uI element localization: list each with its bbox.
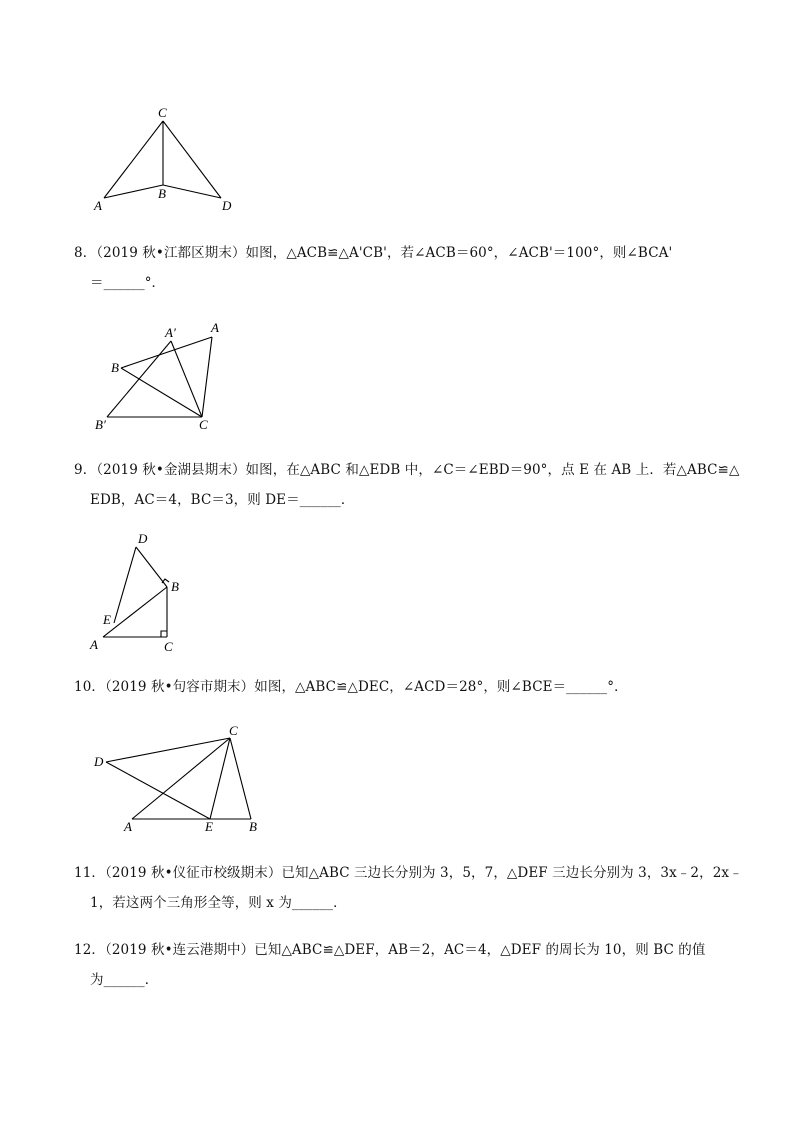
segment-c-b [230,738,251,819]
label-d: D [222,198,232,213]
label-b: B [249,819,257,834]
label-e: E [103,612,111,627]
label-a: A [124,819,132,834]
segment-b-c [121,368,202,417]
question-9 [74,455,740,515]
segment-a-c [202,337,212,417]
question-8 [74,238,734,298]
segment-d-c [106,738,230,762]
segment-e-c [210,738,230,819]
label-b: B [171,579,179,594]
question-12-line-2: 为______． [90,972,159,988]
question-11-line-2: 1，若这两个三角形全等，则 x 为______． [90,895,347,911]
figure-q9-svg [0,530,794,655]
question-12 [74,935,734,995]
label-c: C [229,723,238,738]
figure-q8 [0,315,794,440]
figure-q7-svg [0,0,794,220]
segment-aprime-c [171,341,202,417]
figure-q10-svg [0,720,794,840]
label-a: A [90,637,98,652]
segment-a-c [132,738,230,819]
question-10-line-1: 10．（2019 秋•句容市期末）如图，△ABC≌△DEC，∠ACD＝28°，则∠BCE＝______°． [74,679,628,695]
label-b: B [158,186,166,201]
label-e: E [205,819,213,834]
segment-d-e [106,762,210,819]
question-11-line-1: 11．（2019 秋•仪征市校级期末）已知△ABC 三边长分别为 3，5，7，△DEF 三边长分别为 3，3x﹣2，2x﹣ [74,865,743,881]
question-10 [74,672,734,702]
figure-q9 [0,530,794,655]
label-d: D [138,531,148,546]
question-8-line-1: 8．（2019 秋•江都区期末）如图，△ACB≌△A'CB'，若∠ACB＝60°，∠ACB'＝100°，则∠BCA' [74,245,673,261]
segment-a-b [103,587,167,637]
label-d: D [94,754,104,769]
label-c: C [199,417,208,432]
segment-a-b [121,337,212,368]
question-11 [74,858,743,918]
segment-d-b [136,547,167,587]
label-aprime: A′ [165,325,176,340]
figure-q8-svg [0,315,794,440]
right-angle-b [162,579,169,583]
label-c: C [164,639,173,654]
question-9-line-2: EDB，AC＝4，BC＝3，则 DE＝______． [90,492,355,508]
label-a: A [211,320,219,335]
label-b: B [111,360,119,375]
question-9-line-1: 9．（2019 秋•金湖县期末）如图，在△ABC 和△EDB 中，∠C＝∠EBD＝90°，点 E 在 AB 上．若△ABC≌△ [74,462,740,478]
label-c: C [158,105,167,120]
label-a: A [94,198,102,213]
segment-d-e [114,547,136,623]
label-bprime: B′ [95,417,106,432]
question-8-line-2: ＝______°． [90,275,166,291]
figure-q10 [0,720,794,840]
question-12-line-1: 12．（2019 秋•连云港期中）已知△ABC≌△DEF，AB＝2，AC＝4，△DEF 的周长为 10，则 BC 的值 [74,942,706,958]
figure-q7 [0,0,794,220]
right-angle-c [161,631,167,637]
